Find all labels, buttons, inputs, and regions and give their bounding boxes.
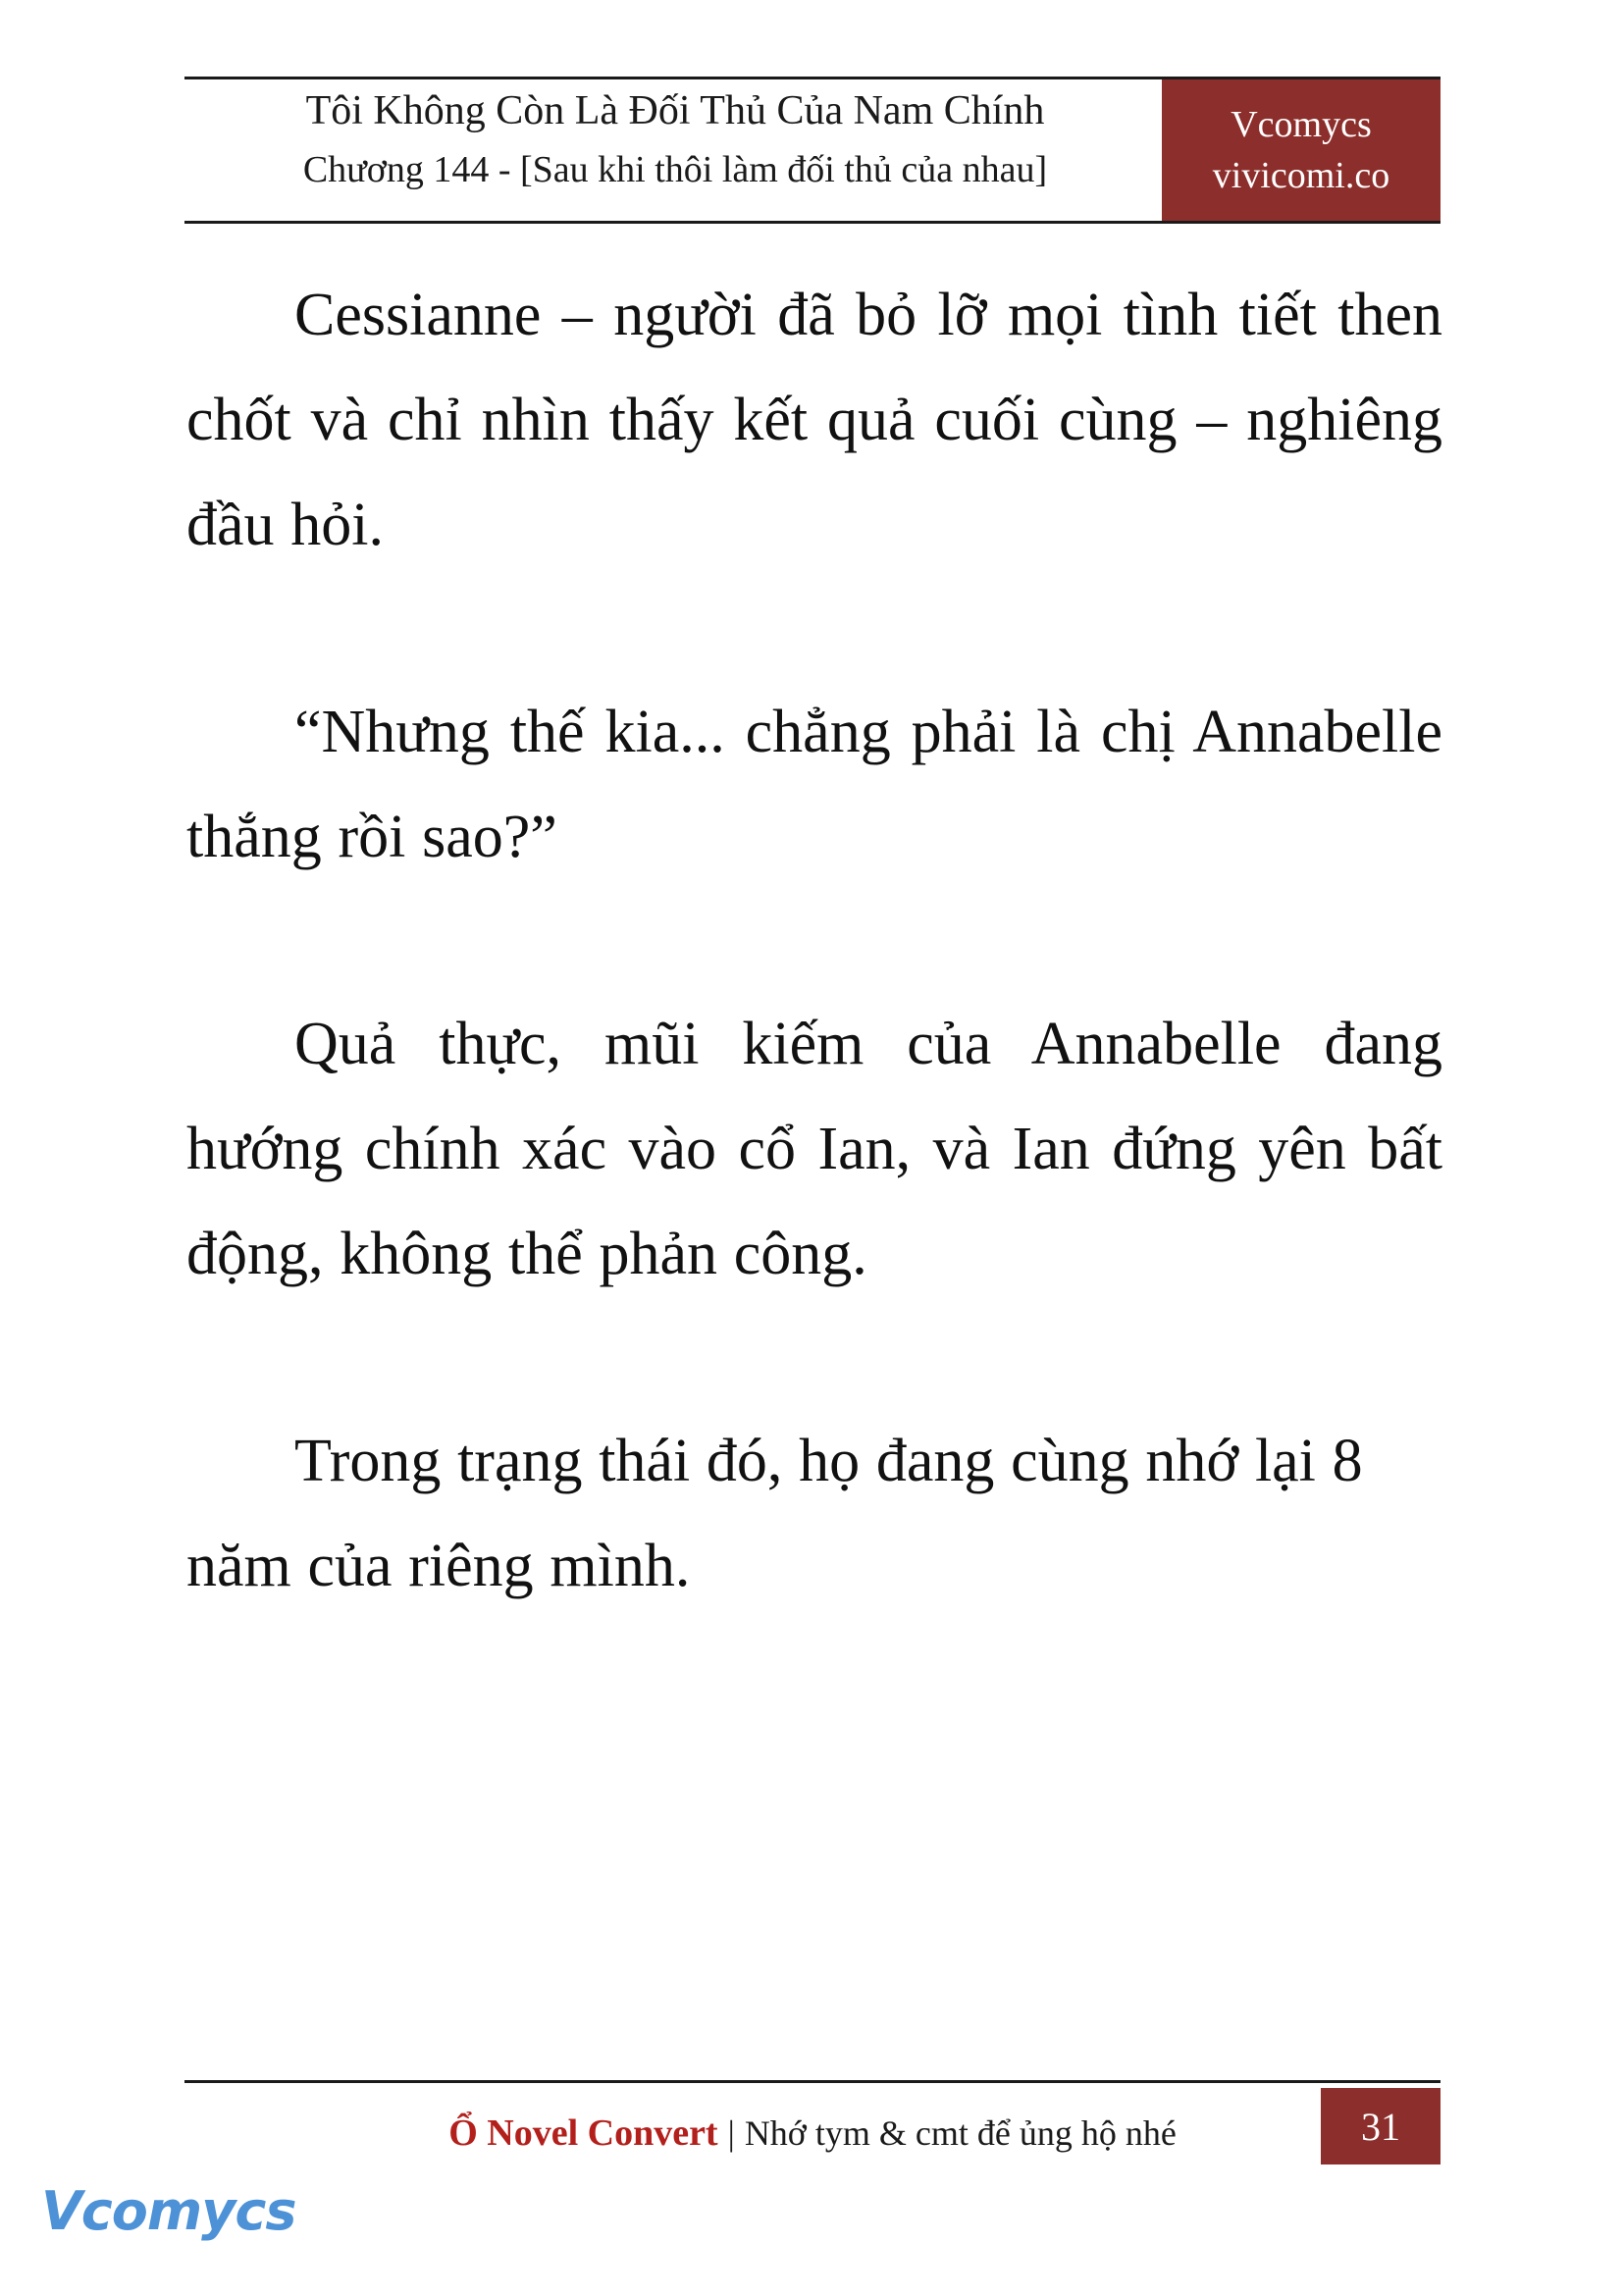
book-title: Tôi Không Còn Là Đối Thủ Của Nam Chính — [305, 88, 1045, 133]
watermark-text: Vcomycs — [41, 2180, 296, 2242]
page-number-badge: 31 — [1321, 2088, 1441, 2165]
paragraph: Quả thực, mũi kiếm của Annabelle đang hướng chính xác vào cổ Ian, và Ian đứng yên bất động, không thể phản công. — [186, 1011, 1442, 1287]
page-header — [184, 77, 1441, 224]
footer-top-rule — [184, 2080, 1441, 2083]
chapter-title: Chương 144 - [Sau khi thôi làm đối thủ của nhau] — [302, 149, 1048, 190]
watermark-logo — [41, 2180, 296, 2265]
footer-note: Nhớ tym & cmt để ủng hộ nhé — [744, 2113, 1177, 2153]
paragraph: Cessianne – người đã bỏ lỡ mọi tình tiết then chốt và chỉ nhìn thấy kết quả cuối cùng – nghiêng đầu hỏi. — [186, 282, 1442, 558]
footer-credit — [184, 2094, 1441, 2172]
footer-separator: | — [727, 2113, 735, 2153]
site-badge-name: Vcomycs — [1231, 104, 1372, 145]
paragraph: “Nhưng thế kia... chẳng phải là chị Annabelle thắng rồi sao?” — [186, 699, 1442, 870]
header-title-block — [184, 80, 1166, 198]
page-footer — [184, 2080, 1441, 2196]
page-content — [186, 263, 1442, 1619]
site-badge-url: vivicomi.co — [1212, 155, 1390, 196]
header-bottom-rule — [184, 221, 1441, 224]
site-badge — [1162, 79, 1441, 221]
paragraph: Trong trạng thái đó, họ đang cùng nhớ lại 8 năm của riêng mình. — [186, 1428, 1363, 1599]
footer-brand: Ổ Novel Convert — [448, 2112, 718, 2154]
